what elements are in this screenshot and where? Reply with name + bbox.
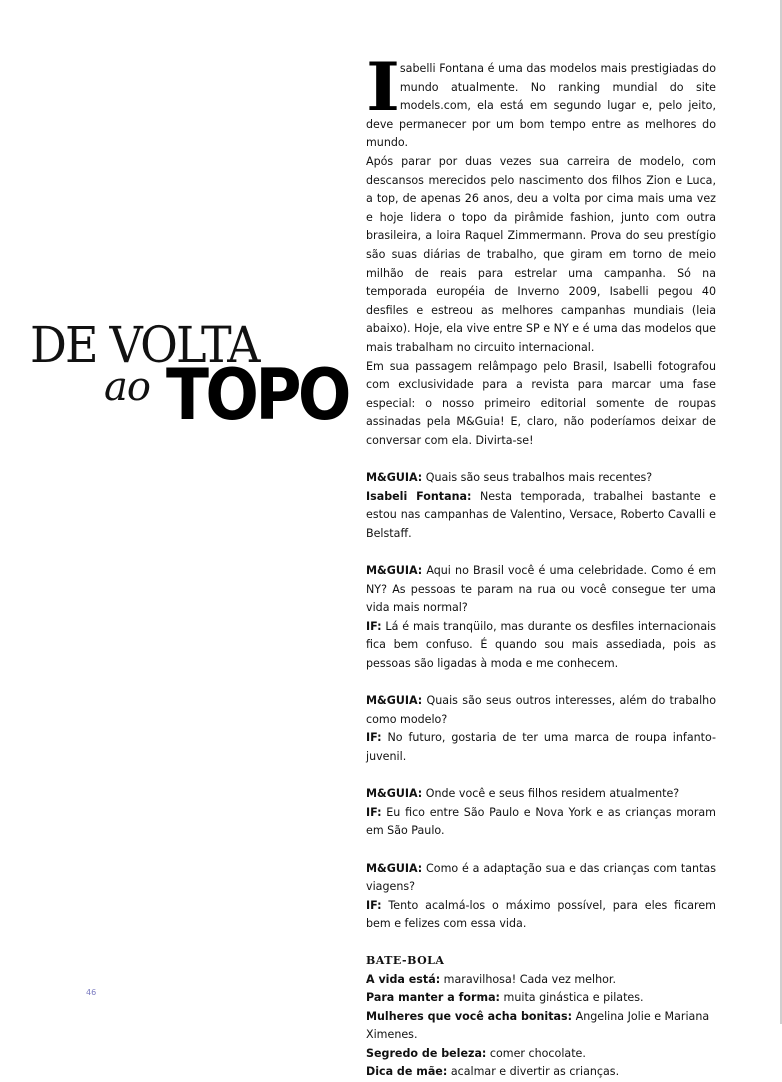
bate-bola-item: Segredo de beleza: comer chocolate. xyxy=(366,1045,716,1064)
bate-bola-item: Dica de mãe: acalmar e divertir as crianças. xyxy=(366,1063,716,1082)
drop-cap: I xyxy=(366,60,400,114)
interview-block-2 xyxy=(366,562,716,674)
question-label: M&GUIA: xyxy=(366,694,422,707)
question-label: M&GUIA: xyxy=(366,862,422,875)
answer: IF: Tento acalmá-los o máximo possível, para eles ficarem bem e felizes com essa vida. xyxy=(366,897,716,934)
question: M&GUIA: Como é a adaptação sua e das crianças com tantas viagens? xyxy=(366,860,716,897)
article-body xyxy=(366,60,716,1082)
interview-block-1 xyxy=(366,469,716,543)
interview-block-5 xyxy=(366,860,716,934)
answer: IF: Eu fico entre São Paulo e Nova York e as crianças moram em São Paulo. xyxy=(366,804,716,841)
question-label: M&GUIA: xyxy=(366,787,422,800)
bate-bola-list xyxy=(366,971,716,1082)
intro-paragraph-2: Após parar por duas vezes sua carreira de modelo, com descansos merecidos pelo nascimento dos filhos Zion e Luca, a top, de apenas 26 anos, deu a volta por cima mais uma vez e hoje lidera o topo da pirâmide fashion, junto com outra brasileira, a loira Raquel Zimmermann. Prova do seu prestígio são suas diárias de trabalho, que giram em torno de meio milhão de reais para estrelar uma campanha. Só na temporada européia de Inverno 2009, Isabelli pegou 40 desfiles e estreou as melhores campanhas mundiais (leia abaixo). Hoje, ela vive entre SP e NY e é uma das modelos que mais trabalham no circuito internacional. xyxy=(366,153,716,358)
answer: IF: Lá é mais tranqüilo, mas durante os desfiles internacionais fica bem confuso. É quando sou mais assediada, pois as pessoas são ligadas à moda e me conhecem. xyxy=(366,618,716,674)
intro-paragraph-1: Isabelli Fontana é uma das modelos mais prestigiadas do mundo atualmente. No ranking mundial do site models.com, ela está em segundo lugar e, pelo jeito, deve permanecer por um bom tempo entre as melhores do mundo. xyxy=(366,60,716,153)
intro-paragraph-3: Em sua passagem relâmpago pelo Brasil, Isabelli fotografou com exclusividade para a revista para marcar uma fase especial: o nosso primeiro editorial somente de roupas assinadas pela M&Guia! E, claro, não poderíamos deixar de conversar com ela. Divirta-se! xyxy=(366,358,716,451)
bate-bola-item: Para manter a forma: muita ginástica e pilates. xyxy=(366,989,716,1008)
headline-line1: DE VOLTA xyxy=(30,320,259,370)
answer: IF: No futuro, gostaria de ter uma marca de roupa infanto-juvenil. xyxy=(366,729,716,766)
question: M&GUIA: Quais são seus outros interesses, além do trabalho como modelo? xyxy=(366,692,716,729)
question: M&GUIA: Aqui no Brasil você é uma celebridade. Como é em NY? As pessoas te param na rua ou você consegue ter uma vida mais normal? xyxy=(366,562,716,618)
answer-label: IF: xyxy=(366,620,382,633)
headline-topo: TOPO xyxy=(166,360,348,430)
answer-label: IF: xyxy=(366,731,382,744)
question-label: M&GUIA: xyxy=(366,564,422,577)
headline xyxy=(30,320,350,440)
answer-label: IF: xyxy=(366,806,382,819)
bate-bola-item: Mulheres que você acha bonitas: Angelina Jolie e Mariana Ximenes. xyxy=(366,1008,716,1045)
answer-label: IF: xyxy=(366,899,382,912)
question-label: M&GUIA: xyxy=(366,471,422,484)
headline-ao: ao xyxy=(104,367,150,407)
answer-label: Isabeli Fontana: xyxy=(366,490,471,503)
question: M&GUIA: Onde você e seus filhos residem atualmente? xyxy=(366,785,716,804)
interview-block-4 xyxy=(366,785,716,841)
answer: Isabeli Fontana: Nesta temporada, trabalhei bastante e estou nas campanhas de Valentino, Versace, Roberto Cavalli e Belstaff. xyxy=(366,488,716,544)
page-number: 46 xyxy=(86,988,96,997)
bate-bola-title: BATE-BOLA xyxy=(366,952,716,971)
interview-block-3 xyxy=(366,692,716,766)
question: M&GUIA: Quais são seus trabalhos mais recentes? xyxy=(366,469,716,488)
bate-bola-item: A vida está: maravilhosa! Cada vez melhor. xyxy=(366,971,716,990)
